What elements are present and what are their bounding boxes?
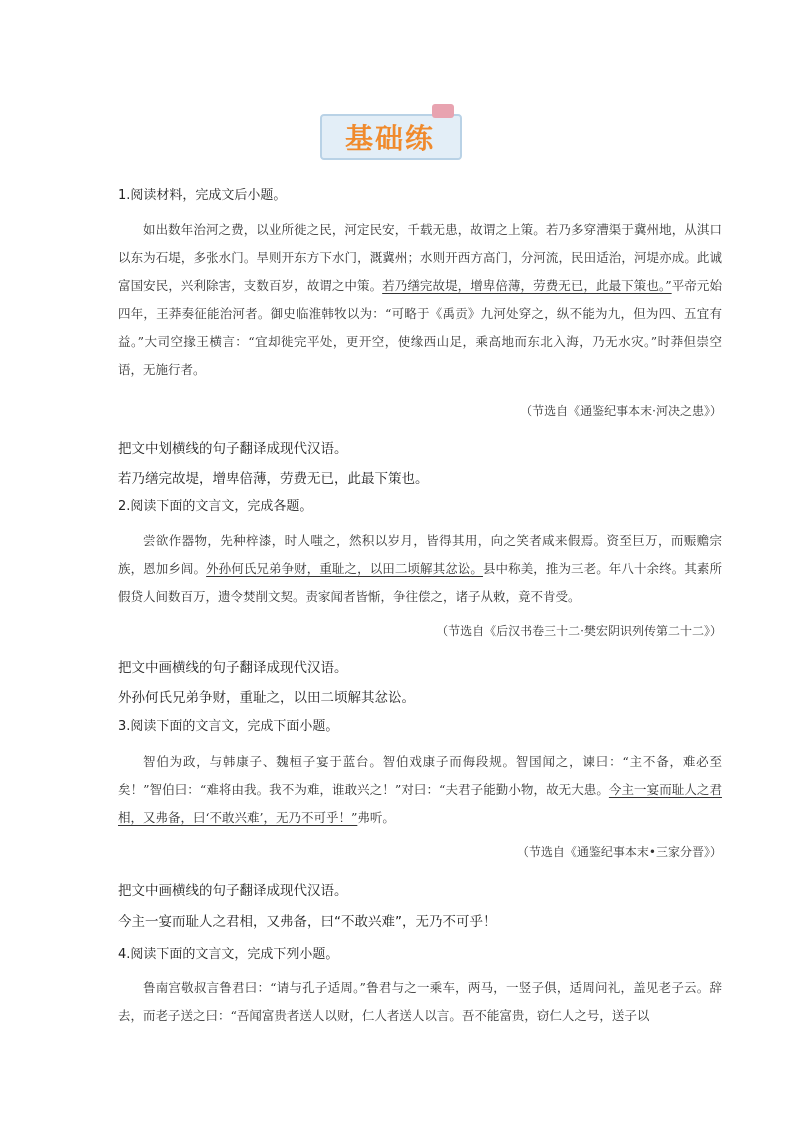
question-1-task: 把文中划横线的句子翻译成现代汉语。: [118, 441, 348, 457]
question-3-sentence: 今主一宴而耻人之君相，又弗备，曰“不敢兴难”，无乃不可乎！: [118, 914, 497, 930]
question-3-heading: 3.阅读下面的文言文，完成下面小题。: [118, 719, 339, 734]
banner-title: 基础练: [344, 122, 435, 155]
question-3-passage: [118, 748, 722, 832]
question-1-sentence: 若乃缮完故堤，增卑倍薄，劳费无已，此最下策也。: [118, 471, 429, 487]
underlined-sentence: 若乃缮完故堤，增卑倍薄，劳费无已，此最下策也。”: [382, 278, 672, 293]
question-2-task: 把文中画横线的句子翻译成现代汉语。: [118, 660, 348, 676]
passage-text: 智伯为政，与韩康子、魏桓子宴于蓝台。智伯戏康子而侮段规。智国闻之，谏曰：“主不备，难必至矣！”智伯曰：“难将由我。我不为难，谁敢兴之！”对曰：“夫君子能勤小物，故无大患。: [118, 754, 722, 797]
question-2-sentence: 外孙何氏兄弟争财，重耻之，以田二顷解其忿讼。: [118, 690, 415, 706]
question-1-passage: [118, 216, 722, 384]
clip-icon: [432, 104, 454, 118]
question-2-passage: [118, 527, 722, 611]
underlined-sentence: 今主一宴而耻人之君相，又弗备，曰‘不敢兴难’，无乃不可乎！”: [118, 782, 722, 825]
question-2-source: （节选自《后汉书卷三十二·樊宏阴识列传第二十二》）: [436, 624, 722, 638]
passage-text: 如出数年治河之费，以业所徙之民，河定民安，千载无患，故谓之上策。若乃多穿漕渠于冀州地，从淇口以东为石堤，多张水门。旱则开东方下水门，溉冀州；水则开西方高门，分河流，民田适治，河堤亦成。此诚富国安民，兴利除害，支数百岁，故谓之中策。: [118, 222, 722, 293]
passage-text: 尝欲作器物，先种梓漆，时人嗤之，然积以岁月，皆得其用，向之笑者咸来假焉。资至巨万，而赈赡宗族，恩加乡闾。: [118, 533, 722, 576]
passage-text: 鲁南宫敬叔言鲁君曰：“请与孔子适周。”鲁君与之一乘车，两马，一竖子俱，适周问礼，盖见老子云。辞去，而老子送之曰：“吾闻富贵者送人以财，仁人者送人以言。吾不能富贵，窃仁人之号，送子以: [118, 980, 722, 1023]
section-banner: [314, 104, 466, 160]
question-1-heading: 1.阅读材料，完成文后小题。: [118, 188, 287, 203]
passage-text: 弗听。: [357, 810, 395, 825]
passage-text: 县中称美，推为三老。年八十余终。其素所假贷人间数百万，遗令焚削文契。责家闻者皆惭，争往偿之，诸子从敕，竟不肯受。: [118, 561, 722, 604]
question-4-heading: 4.阅读下面的文言文，完成下列小题。: [118, 947, 339, 962]
underlined-sentence: 外孙何氏兄弟争财，重耻之，以田二顷解其忿讼。: [206, 561, 483, 576]
passage-text: 平帝元始四年，王莽奏征能治河者。御史临淮韩牧以为：“可略于《禹贡》九河处穿之，纵不能为九，但为四、五宜有益。”大司空掾王横言：“宜却徙完平处，更开空，使缘西山足，乘高地而东北入海，乃无水灾。”时莽但崇空语，无施行者。: [118, 278, 722, 377]
question-2-heading: 2.阅读下面的文言文，完成各题。: [118, 499, 313, 514]
question-3-task: 把文中画横线的句子翻译成现代汉语。: [118, 883, 348, 899]
question-3-source: （节选自《通鉴纪事本末•三家分晋》）: [516, 845, 722, 859]
question-1-source: （节选自《通鉴纪事本末·河决之患》）: [520, 404, 722, 418]
question-4-passage: [118, 974, 722, 1030]
